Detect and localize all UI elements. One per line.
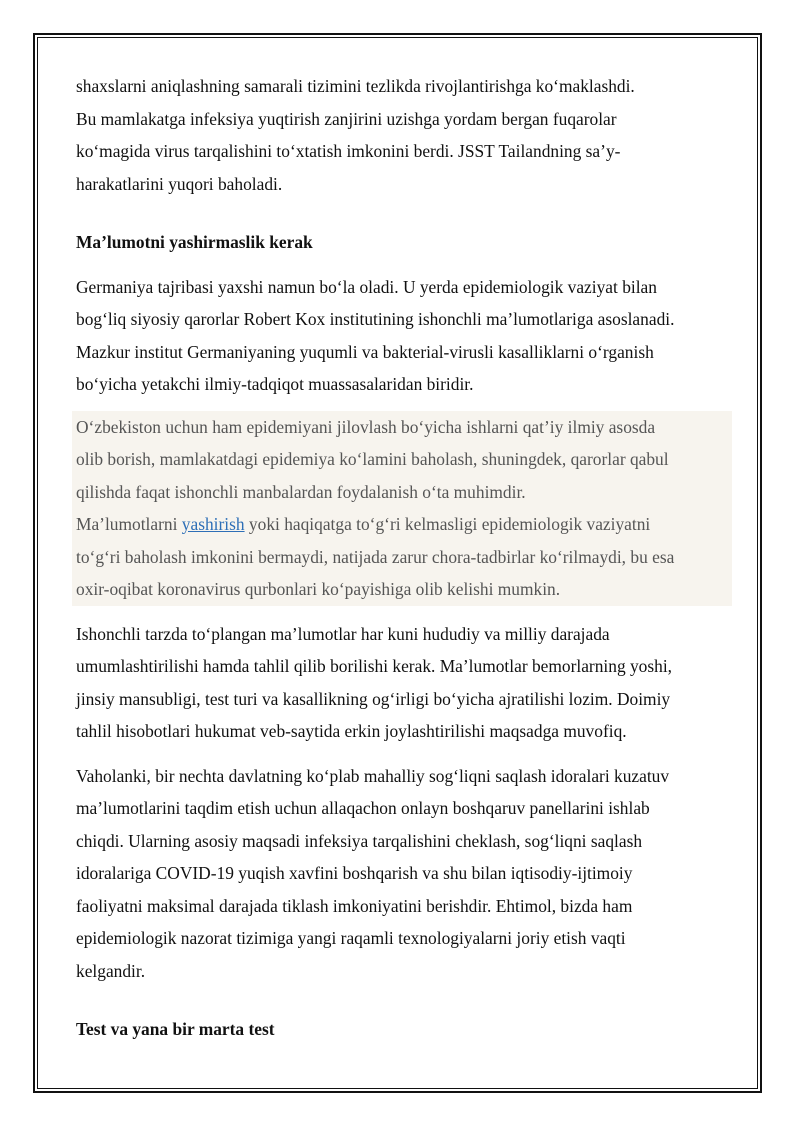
text-line: to‘g‘ri baholash imkonini bermaydi, natijada zarur chora-tadbirlar ko‘rilmaydi, bu esa <box>76 546 675 567</box>
paragraph-dashboards <box>76 760 728 988</box>
text-line: jinsiy mansubligi, test turi va kasallikning og‘irligi bo‘yicha ajratilishi lozim. Doimiy <box>76 688 671 709</box>
highlighted-quote <box>72 411 732 606</box>
text-line: ma’lumotlarini taqdim etish uchun allaqachon onlayn boshqaruv panellarini ishlab <box>76 798 650 818</box>
text-line: bo‘yicha yetakchi ilmiy-tadqiqot muassasalaridan biridir. <box>76 374 474 394</box>
text-line: olib borish, mamlakatdagi epidemiya ko‘lamini baholash, shuningdek, qarorlar qabul <box>76 449 669 469</box>
text-line: qilishda faqat ishonchli manbalardan foydalanish o‘ta muhimdir. <box>76 481 526 502</box>
text-line: ko‘magida virus tarqalishini to‘xtatish imkonini berdi. JSST Tailandning sa’y- <box>76 141 621 161</box>
text-line: idoralariga COVID-19 yuqish xavfini boshqarish va shu bilan iqtisodiy-ijtimoiy <box>76 863 633 883</box>
section-heading: Ma’lumotni yashirmaslik kerak <box>76 232 313 252</box>
paragraph-data <box>76 618 728 748</box>
text-line: shaxslarni aniqlashning samarali tizimini tezlikda rivojlantirishga ko‘maklashdi. <box>76 76 635 96</box>
text-line: faoliyatni maksimal darajada tiklash imkoniyatini berishdir. Ehtimol, bizda ham <box>76 895 633 916</box>
paragraph-intro <box>76 70 728 200</box>
text-line: Ishonchli tarzda to‘plangan ma’lumotlar har kuni hududiy va milliy darajada <box>76 623 610 644</box>
text-line: harakatlarini yuqori baholadi. <box>76 173 283 194</box>
text-line: Germaniya tajribasi yaxshi namun bo‘la oladi. U yerda epidemiologik vaziyat bilan <box>76 276 657 297</box>
document-body <box>76 70 728 1058</box>
text-line: Mazkur institut Germaniyaning yuqumli va bakterial-virusli kasalliklarni o‘rganish <box>76 341 654 362</box>
text-line: O‘zbekiston uchun ham epidemiyani jilovlash bo‘yicha ishlarni qat’iy ilmiy asosda <box>76 416 656 437</box>
text-span: Ma’lumotlarni <box>76 514 182 534</box>
text-line: umumlashtirilishi hamda tahlil qilib borilishi kerak. Ma’lumotlar bemorlarning yoshi, <box>76 656 673 676</box>
text-line: Vaholanki, bir nechta davlatning ko‘plab mahalliy sog‘liqni saqlash idoralari kuzatuv <box>76 765 670 786</box>
text-line: bog‘liq siyosiy qarorlar Robert Kox institutining ishonchli ma’lumotlariga asoslanadi. <box>76 309 675 329</box>
text-line: Bu mamlakatga infeksiya yuqtirish zanjirini uzishga yordam bergan fuqarolar <box>76 108 617 129</box>
text-line: chiqdi. Ularning asosiy maqsadi infeksiya tarqalishini cheklash, sog‘liqni saqlash <box>76 830 643 851</box>
inline-link[interactable]: yashirish <box>181 514 245 534</box>
text-line: tahlil hisobotlari hukumat veb-saytida erkin joylashtirilishi maqsadga muvofiq. <box>76 721 627 741</box>
paragraph-germany <box>76 271 728 401</box>
text-line: kelgandir. <box>76 960 146 981</box>
text-span: yoki haqiqatga to‘g‘ri kelmasligi epidemiologik vaziyatni <box>244 514 651 534</box>
text-line: oxir-oqibat koronavirus qurbonlari ko‘payishiga olib kelishi mumkin. <box>76 579 561 599</box>
text-line: epidemiologik nazorat tizimiga yangi raqamli texnologiyalarni joriy etish vaqti <box>76 928 626 948</box>
section-heading: Test va yana bir marta test <box>76 1019 275 1039</box>
